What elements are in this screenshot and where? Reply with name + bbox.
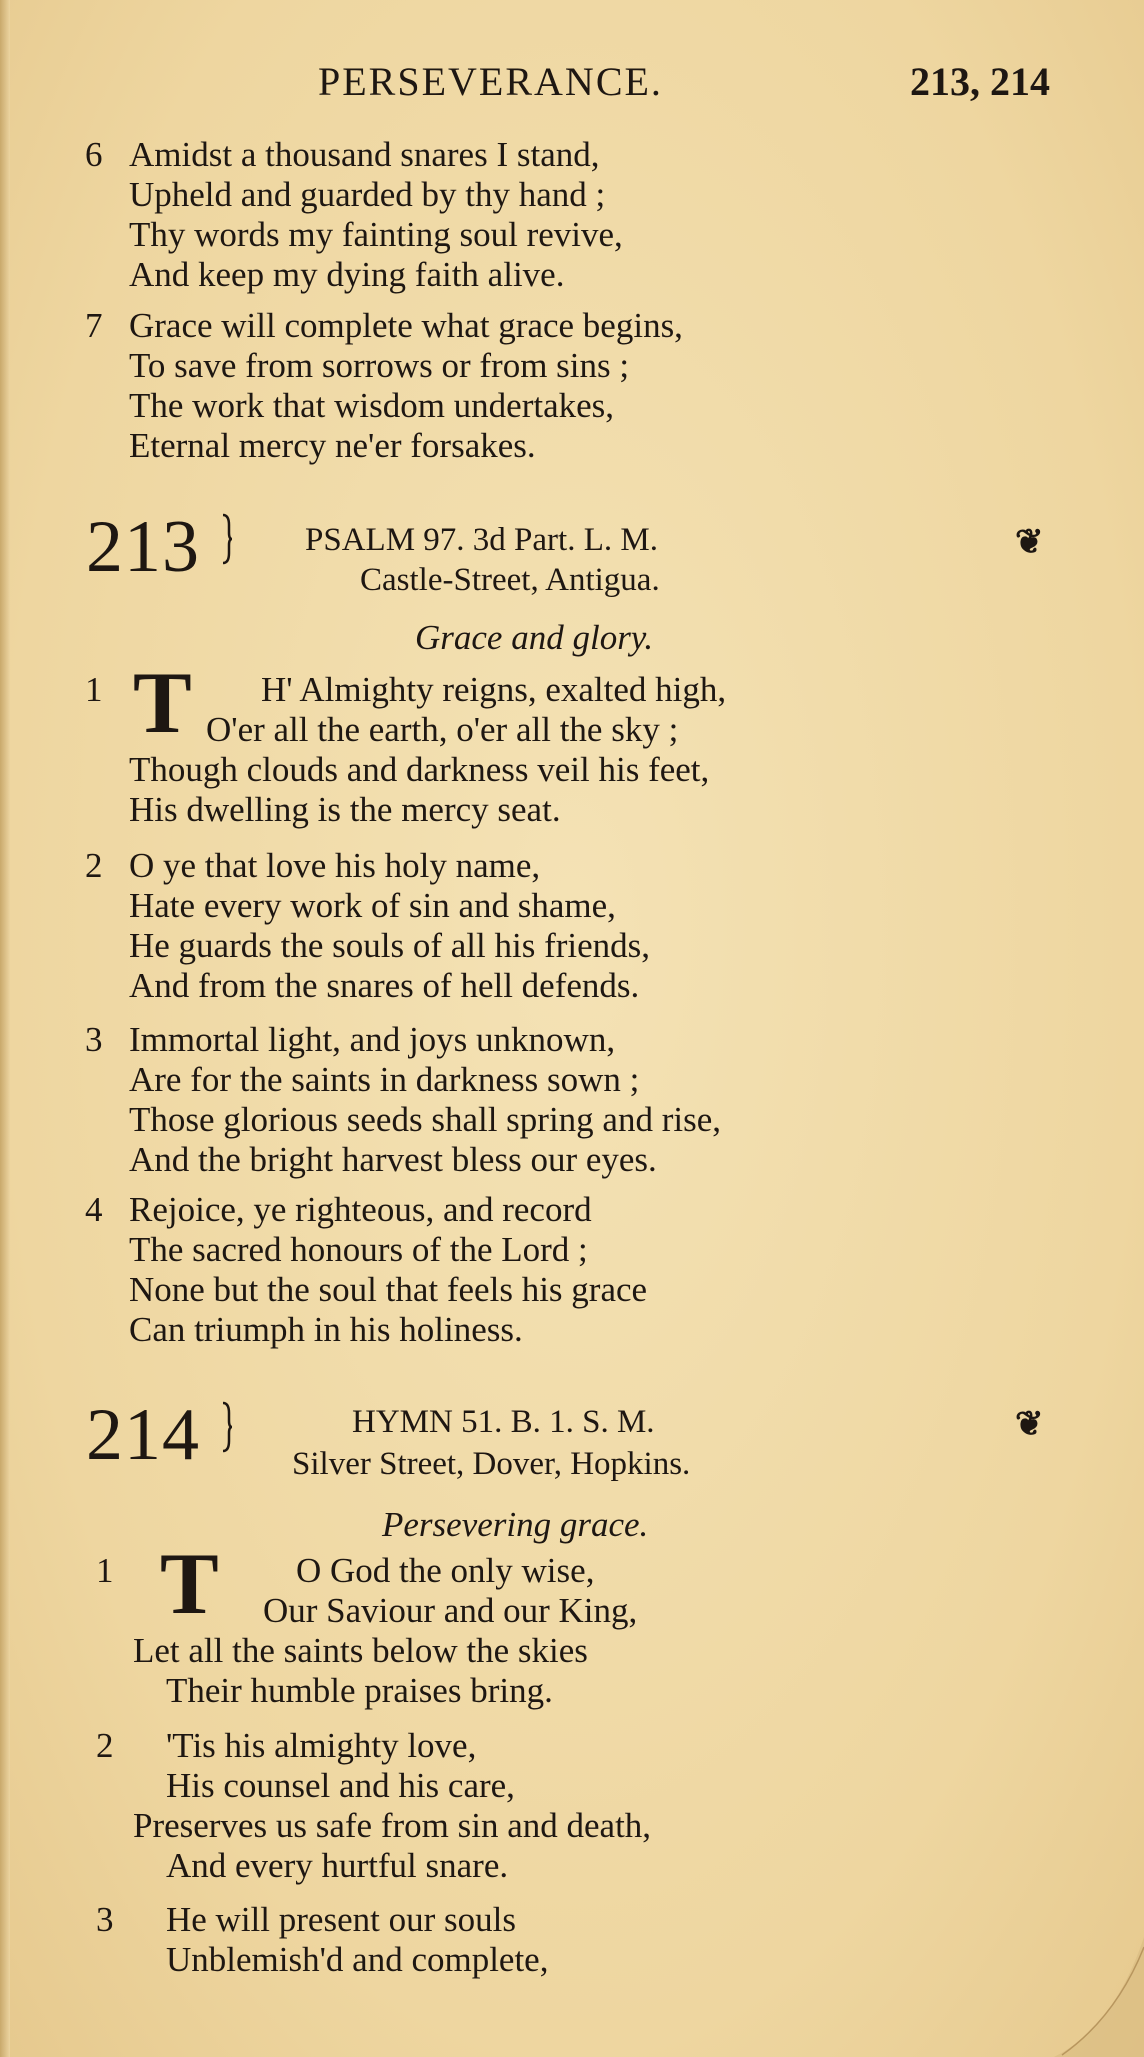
- verse-line: Thy words my fainting soul revive,: [129, 215, 623, 254]
- dropcap: T: [133, 655, 192, 752]
- hymn-213-heading: PSALM 97. 3d Part. L. M.: [305, 522, 658, 558]
- brace-icon: [222, 1401, 232, 1453]
- verse-line: Rejoice, ye righteous, and record: [129, 1190, 592, 1229]
- verse-line: Hate every work of sin and shame,: [129, 886, 616, 925]
- hymn-214-tunes: Silver Street, Dover, Hopkins.: [292, 1446, 691, 1482]
- stanza-number: 4: [85, 1190, 103, 1229]
- hymn-213-tunes: Castle-Street, Antigua.: [360, 562, 660, 598]
- verse-line: Are for the saints in darkness sown ;: [129, 1060, 640, 1099]
- hymn-214-heading: HYMN 51. B. 1. S. M.: [352, 1404, 655, 1440]
- verse-line: The work that wisdom undertakes,: [129, 386, 615, 425]
- verse-line: Our Saviour and our King,: [263, 1591, 638, 1630]
- verse-line: And the bright harvest bless our eyes.: [129, 1140, 657, 1179]
- hymn-214-stanza-1: [88, 1536, 1088, 1711]
- hymn-213-stanza-1: [85, 655, 1088, 830]
- verse-line: He guards the souls of all his friends,: [129, 926, 651, 965]
- hymn-213-stanza-2: [85, 846, 1088, 1006]
- verse-line: Though clouds and darkness veil his feet,: [129, 750, 710, 789]
- verse-line: Immortal light, and joys unknown,: [129, 1020, 616, 1059]
- hymn-214-stanza-2: [88, 1726, 1088, 1886]
- verse-line: Unblemish'd and complete,: [166, 1940, 549, 1979]
- verse-line: Their humble praises bring.: [166, 1671, 553, 1710]
- stanza-number: 7: [85, 306, 103, 345]
- fleuron-icon: ❦: [1015, 1406, 1044, 1443]
- stanza-number: 3: [96, 1900, 114, 1939]
- verse-line: And every hurtful snare.: [166, 1846, 509, 1885]
- verse-line: Amidst a thousand snares I stand,: [129, 135, 600, 174]
- stanza-6: [85, 135, 1088, 295]
- stanza-number: 3: [85, 1020, 103, 1059]
- page-corner-curl: [1054, 1937, 1144, 2057]
- hymn-213-stanza-3: [85, 1020, 1088, 1180]
- verse-line: O God the only wise,: [296, 1551, 595, 1590]
- stanza-number: 2: [85, 846, 103, 885]
- running-title: PERSEVERANCE.: [318, 59, 663, 104]
- stanza-number: 6: [85, 135, 103, 174]
- stanza-number: 2: [96, 1726, 114, 1765]
- verse-line: Preserves us safe from sin and death,: [133, 1806, 652, 1845]
- verse-line: Grace will complete what grace begins,: [129, 306, 683, 345]
- verse-line: The sacred honours of the Lord ;: [129, 1230, 588, 1269]
- hymn-214-subtitle: Persevering grace.: [382, 1505, 649, 1544]
- page-numbers: 213, 214: [910, 59, 1050, 104]
- stanza-number: 1: [96, 1551, 114, 1590]
- hymn-number-213: 213: [86, 506, 200, 588]
- verse-line: His dwelling is the mercy seat.: [129, 790, 561, 829]
- running-head: [0, 58, 1144, 108]
- verse-line: O ye that love his holy name,: [129, 846, 541, 885]
- verse-line: H' Almighty reigns, exalted high,: [261, 670, 727, 709]
- verse-line: None but the soul that feels his grace: [129, 1270, 648, 1309]
- verse-line: 'Tis his almighty love,: [166, 1726, 477, 1765]
- verse-line: Eternal mercy ne'er forsakes.: [129, 426, 536, 465]
- verse-line: And from the snares of hell defends.: [129, 966, 640, 1005]
- verse-line: He will present our souls: [166, 1900, 516, 1939]
- hymn-213-subtitle: Grace and glory.: [415, 618, 654, 657]
- verse-line: Let all the saints below the skies: [133, 1631, 588, 1670]
- page-binding-edge: [0, 0, 10, 2057]
- verse-line: And keep my dying faith alive.: [129, 255, 565, 294]
- hymn-214-stanza-3: [88, 1900, 1088, 1980]
- dropcap: T: [160, 1536, 219, 1633]
- verse-line: O'er all the earth, o'er all the sky ;: [206, 710, 679, 749]
- fleuron-icon: ❦: [1015, 524, 1044, 561]
- verse-line: Upheld and guarded by thy hand ;: [129, 175, 606, 214]
- hymn-number-214: 214: [86, 1394, 200, 1476]
- verse-line: Can triumph in his holiness.: [129, 1310, 523, 1349]
- brace-icon: [222, 513, 232, 565]
- hymn-213-stanza-4: [85, 1190, 1088, 1350]
- verse-line: To save from sorrows or from sins ;: [129, 346, 630, 385]
- verse-line: His counsel and his care,: [166, 1766, 515, 1805]
- verse-line: Those glorious seeds shall spring and rise,: [129, 1100, 721, 1139]
- stanza-number: 1: [85, 670, 103, 709]
- stanza-7: [85, 306, 1088, 466]
